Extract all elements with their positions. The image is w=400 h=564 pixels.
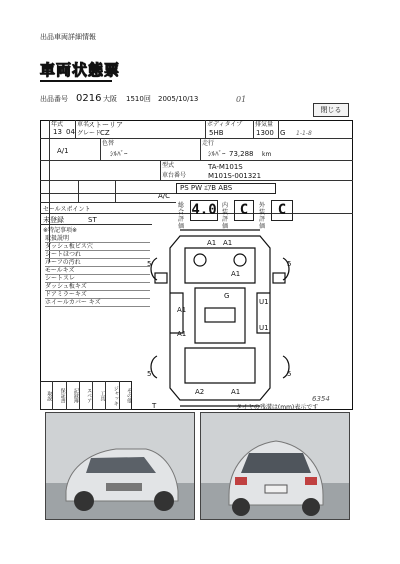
damage-mark: A1 bbox=[207, 239, 217, 247]
color-label: 色替 bbox=[102, 140, 115, 147]
grade-label: グレード bbox=[77, 130, 102, 137]
transmission: A/1 bbox=[57, 147, 69, 155]
auction-date: 2005/10/13 bbox=[158, 95, 199, 103]
damage-mark: G bbox=[224, 292, 230, 300]
header-small-title: 出品車両詳細情報 bbox=[40, 33, 96, 41]
notes-label: ※特記事項※ bbox=[43, 227, 78, 234]
body-type-label: ボディタイプ bbox=[207, 121, 243, 128]
displacement: 1300 bbox=[256, 129, 274, 137]
note-item: シートスレ bbox=[45, 275, 150, 283]
interior-score: C bbox=[234, 200, 254, 221]
color-code: ｼﾙﾊﾞｰ bbox=[208, 150, 226, 158]
equipment: PS PW ｴｱB ABS bbox=[180, 184, 233, 192]
tire-depth: 5 bbox=[147, 370, 152, 378]
displacement-label: 排気量 bbox=[255, 121, 274, 128]
damage-mark: U1 bbox=[259, 298, 269, 306]
checklist-cell: 記録簿 bbox=[67, 381, 80, 410]
note-item: ダッシュ板ビス穴 bbox=[45, 243, 150, 251]
body-type: 5HB bbox=[209, 129, 224, 137]
note-item: ルーフの汚れ bbox=[45, 259, 150, 267]
rear-photo bbox=[200, 412, 350, 520]
damage-mark: A1 bbox=[177, 306, 187, 314]
note-item: ダッシュ板キズ bbox=[45, 283, 150, 291]
tire-depth: T bbox=[152, 402, 157, 408]
aircon: A/C bbox=[158, 192, 171, 200]
front-photo bbox=[45, 412, 195, 520]
car-diagram bbox=[145, 228, 295, 408]
year-value: 13 bbox=[53, 128, 62, 136]
damage-mark: A1 bbox=[231, 270, 241, 278]
note-item: 取扱説明 bbox=[45, 235, 150, 243]
checklist-cell: 保証書 bbox=[53, 381, 66, 410]
notes-list bbox=[45, 235, 150, 307]
lot-label: 出品番号 bbox=[40, 95, 68, 103]
damage-mark: A1 bbox=[231, 388, 241, 396]
damage-mark: A1 bbox=[223, 239, 233, 247]
tire-depth: 5 bbox=[287, 260, 292, 268]
lot-number: 0216 bbox=[76, 93, 102, 104]
model-name: ストーリア bbox=[88, 121, 123, 129]
model-code: TA-M101S bbox=[208, 163, 243, 171]
checklist-cell: その他 bbox=[125, 388, 132, 403]
damage-mark: U1 bbox=[259, 324, 269, 332]
unregistered-label: 未登録 bbox=[43, 216, 64, 224]
venue: 大阪 bbox=[103, 95, 117, 103]
handwritten-mark: 01 bbox=[236, 95, 247, 104]
mileage: 73,288 bbox=[229, 150, 254, 158]
bottom-handwrite: 6354 bbox=[312, 395, 330, 403]
checklist-cell: スペア bbox=[80, 381, 93, 410]
mileage-label: 走行 bbox=[202, 140, 215, 147]
checklist-cell: 取説 bbox=[40, 381, 53, 410]
tire-depth: 5 bbox=[147, 260, 152, 268]
year-label: 年式 bbox=[51, 121, 64, 128]
page-title: 車両状態票 bbox=[40, 61, 121, 79]
tire-note: タイヤの残溝は(mm)表示です bbox=[236, 404, 319, 411]
overall-score: 4.0 bbox=[190, 200, 218, 221]
checklist-cell: 工具 bbox=[93, 381, 106, 410]
close-button[interactable]: 閉じる bbox=[313, 103, 349, 117]
checklist bbox=[40, 381, 132, 410]
note-item: モールキズ bbox=[45, 267, 150, 275]
color-name: ｼﾙﾊﾞｰ bbox=[110, 150, 128, 158]
month-value: 04 bbox=[66, 128, 75, 136]
fuel: G bbox=[280, 129, 286, 137]
model-code-label: 型式 bbox=[162, 162, 175, 169]
overall-label: 総合評価 bbox=[178, 202, 185, 230]
st-label: ST bbox=[88, 216, 97, 224]
note-item: ドアミラーキズ bbox=[45, 291, 150, 299]
exterior-label: 外装評価 bbox=[259, 202, 266, 230]
grade-name: CZ bbox=[100, 129, 110, 137]
model-label: 車名 bbox=[77, 121, 90, 128]
session: 1510回 bbox=[126, 95, 151, 103]
damage-mark: A2 bbox=[195, 388, 205, 396]
selling-points-label: セールスポイント bbox=[43, 206, 91, 213]
exterior-score: C bbox=[271, 200, 293, 221]
mileage-unit: km bbox=[262, 151, 272, 158]
tire-depth: 5 bbox=[287, 370, 292, 378]
damage-mark: A1 bbox=[177, 330, 187, 338]
chassis-label: 車台番号 bbox=[162, 172, 187, 179]
side-note: 1-1-8 bbox=[296, 130, 312, 137]
interior-label: 内装評価 bbox=[222, 202, 229, 230]
note-item: ホイールカバー キズ bbox=[45, 299, 150, 307]
chassis-number: M101S-001321 bbox=[208, 172, 262, 180]
note-item: シートほつれ bbox=[45, 251, 150, 259]
checklist-cell: ジャッキ bbox=[106, 381, 119, 410]
